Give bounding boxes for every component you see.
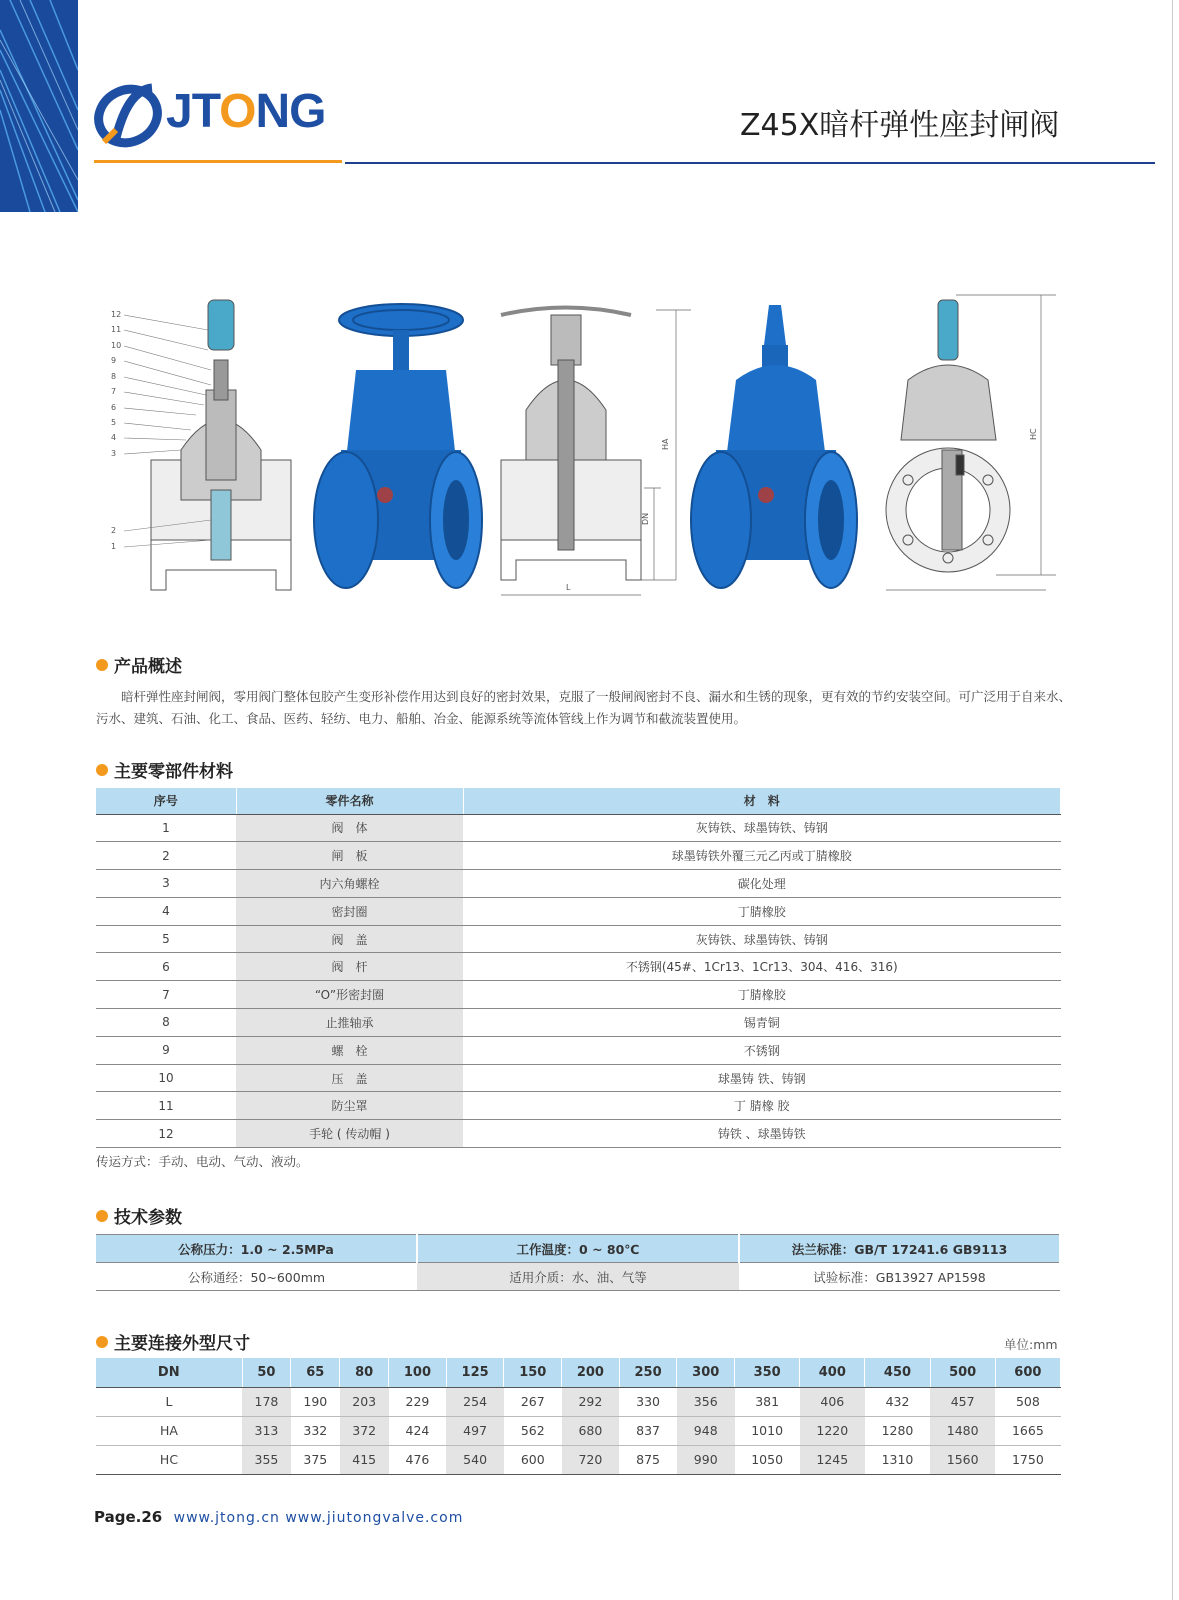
dim-cell: 948 [677,1416,735,1445]
cell-no: 9 [96,1036,236,1064]
jtong-logo [94,80,344,150]
cell-material: 球墨铸 铁、铸钢 [463,1064,1061,1092]
pressure-param: 公称压力：1.0 ~ 2.5MPa [96,1235,417,1263]
svg-text:10: 10 [111,341,122,350]
section-drawing-left [151,300,291,590]
table-row [96,870,1061,898]
dn-value: 65 [291,1358,340,1387]
dim-cell: 1010 [735,1416,800,1445]
dim-cell: 229 [389,1387,447,1416]
svg-text:7: 7 [111,387,117,396]
dim-cell: 837 [619,1416,677,1445]
cell-name: 阀 体 [236,814,463,842]
dn-value: 250 [619,1358,677,1387]
cell-name: 密封圈 [236,897,463,925]
dim-cell: 875 [619,1445,677,1474]
dim-cell: 1280 [865,1416,930,1445]
cell-material: 铸铁 、球墨铸铁 [463,1120,1061,1148]
dim-cell: 415 [340,1445,389,1474]
dim-cell: 1480 [930,1416,995,1445]
svg-text:L: L [566,583,571,592]
table-row [96,925,1061,953]
svg-text:HC: HC [1029,428,1038,440]
header-accent-line [94,160,342,163]
dim-cell: 1220 [800,1416,865,1445]
dim-cell: 313 [242,1416,291,1445]
svg-text:3: 3 [111,449,117,458]
dn-value: 300 [677,1358,735,1387]
dn-value: 450 [865,1358,930,1387]
dn-value: 500 [930,1358,995,1387]
dim-cell: 203 [340,1387,389,1416]
parts-heading: 主要零部件材料 [96,757,233,782]
dn-header: DN [96,1358,242,1387]
dim-cell: 332 [291,1416,340,1445]
dim-cell: 254 [446,1387,504,1416]
table-row [96,1009,1061,1037]
svg-text:2: 2 [111,526,117,535]
cell-name: 手轮 ( 传动帽 ) [236,1120,463,1148]
valve-photo-handwheel [314,304,482,588]
diameter-param: 公称通经：50~600mm [96,1263,417,1291]
logo-mark-icon [94,80,164,150]
bullet-dot-icon [96,1210,108,1222]
cell-no: 6 [96,953,236,981]
cell-name: 螺 栓 [236,1036,463,1064]
dim-cell: 178 [242,1387,291,1416]
parts-table [96,788,1061,1148]
table-row [96,1263,1060,1291]
dim-cell: 190 [291,1387,340,1416]
cell-material: 灰铸铁、球墨铸铁、铸钢 [463,814,1061,842]
dim-cell: 497 [446,1416,504,1445]
cell-no: 2 [96,842,236,870]
dim-cell: 476 [389,1445,447,1474]
svg-text:9: 9 [111,356,117,365]
svg-text:11: 11 [111,325,122,334]
product-figures [96,290,1071,610]
dim-cell: 457 [930,1387,995,1416]
dim-cell: 375 [291,1445,340,1474]
temperature-param: 工作温度：0 ~ 80℃ [417,1235,739,1263]
dim-cell: 1050 [735,1445,800,1474]
dim-cell: 990 [677,1445,735,1474]
dn-value: 200 [562,1358,620,1387]
cell-material: 球墨铸铁外覆三元乙丙或丁腈橡胶 [463,842,1061,870]
table-row [96,1036,1061,1064]
table-row [96,981,1061,1009]
cell-material: 丁 腈橡 胶 [463,1092,1061,1120]
dim-cell: 720 [562,1445,620,1474]
dn-value: 400 [800,1358,865,1387]
cell-name: 止推轴承 [236,1009,463,1037]
dims-header-row [96,1358,1061,1387]
svg-text:12: 12 [111,310,122,319]
bullet-dot-icon [96,764,108,776]
dn-value: 150 [504,1358,562,1387]
cell-material: 不锈钢(45#、1Cr13、1Cr13、304、416、316) [463,953,1061,981]
dn-value: 600 [995,1358,1060,1387]
dim-cell: 381 [735,1387,800,1416]
dim-cell: 1560 [930,1445,995,1474]
overview-heading: 产品概述 [96,652,182,677]
unit-label: 单位:mm [1004,1337,1058,1352]
parts-header-row [96,788,1061,814]
medium-param: 适用介质：水、油、气等 [417,1263,739,1291]
cell-no: 7 [96,981,236,1009]
corner-decoration [0,0,78,212]
bullet-dot-icon [96,1336,108,1348]
dim-cell: 356 [677,1387,735,1416]
cell-name: 阀 杆 [236,953,463,981]
table-row [96,953,1061,981]
dim-cell: 424 [389,1416,447,1445]
cell-no: 8 [96,1009,236,1037]
cell-no: 10 [96,1064,236,1092]
dim-cell: 355 [242,1445,291,1474]
tech-header-row [96,1235,1060,1263]
dim-cell: 267 [504,1387,562,1416]
website-links[interactable]: www.jtong.cn www.jiutongvalve.com [173,1510,464,1526]
dim-cell: 1245 [800,1445,865,1474]
dn-value: 350 [735,1358,800,1387]
part-number-labels [111,310,121,551]
table-row [96,1064,1061,1092]
dim-cell: 508 [995,1387,1060,1416]
table-row [96,1416,1061,1445]
svg-text:5: 5 [111,418,117,427]
dn-value: 125 [446,1358,504,1387]
cell-name: 阀 盖 [236,925,463,953]
row-label: HC [96,1445,242,1474]
cell-material: 锡青铜 [463,1009,1061,1037]
cell-material: 丁腈橡胶 [463,981,1061,1009]
svg-text:HA: HA [661,438,670,450]
page-footer [94,1508,463,1526]
dn-value: 50 [242,1358,291,1387]
cell-material: 不锈钢 [463,1036,1061,1064]
dn-value: 80 [340,1358,389,1387]
cell-no: 5 [96,925,236,953]
dim-cell: 406 [800,1387,865,1416]
cell-name: 压 盖 [236,1064,463,1092]
cell-name: 闸 板 [236,842,463,870]
cell-material: 灰铸铁、球墨铸铁、铸钢 [463,925,1061,953]
page-edge-line [1172,0,1173,1600]
dim-cell: 372 [340,1416,389,1445]
dims-heading: 主要连接外型尺寸 [96,1329,250,1354]
logo-wordmark: JTONG [166,85,326,138]
table-row [96,1445,1061,1474]
dn-value: 100 [389,1358,447,1387]
svg-text:6: 6 [111,403,117,412]
col-header-material: 材 料 [463,788,1061,814]
dim-cell: 292 [562,1387,620,1416]
tech-heading: 技术参数 [96,1203,182,1228]
dim-cell: 680 [562,1416,620,1445]
cell-name: 防尘罩 [236,1092,463,1120]
table-row [96,1092,1061,1120]
page-number: Page.26 [94,1508,163,1526]
flange-standard-param: 法兰标准：GB/T 17241.6 GB9113 [739,1235,1060,1263]
valve-photo-cap [691,305,857,588]
svg-text:4: 4 [111,433,117,442]
dim-cell: 600 [504,1445,562,1474]
dim-cell: 540 [446,1445,504,1474]
test-standard-param: 试验标准：GB13927 AP1598 [739,1263,1060,1291]
cell-no: 11 [96,1092,236,1120]
cell-material: 碳化处理 [463,870,1061,898]
table-row [96,897,1061,925]
dim-cell: 1750 [995,1445,1060,1474]
section-drawing-center [501,308,641,581]
table-row [96,1120,1061,1148]
svg-text:1: 1 [111,542,117,551]
row-label: L [96,1387,242,1416]
cell-name: 内六角螺栓 [236,870,463,898]
svg-text:8: 8 [111,372,117,381]
cell-no: 1 [96,814,236,842]
page-title: Z45X暗杆弹性座封闸阀 [740,108,1060,143]
tech-params-table [96,1234,1061,1291]
dim-cell: 562 [504,1416,562,1445]
svg-text:DN: DN [641,512,650,525]
section-drawing-right [886,300,1010,572]
cell-name: “O”形密封圈 [236,981,463,1009]
overview-text: 暗杆弹性座封闸阀，零用阀门整体包胶产生变形补偿作用达到良好的密封效果，克服了一般闸阀密封不良、漏水和生锈的现象，更有效的节约安装空间。可广泛用于自来水、污水、建筑、石油、化工、食品、医药、轻纺、电力、船舶、冶金、能源系统等流体管线上作为调节和截流装置使用。 [96,689,1072,726]
table-row [96,1387,1061,1416]
dim-cell: 1310 [865,1445,930,1474]
dim-cell: 432 [865,1387,930,1416]
cell-no: 4 [96,897,236,925]
table-row [96,814,1061,842]
cell-no: 3 [96,870,236,898]
dim-cell: 1665 [995,1416,1060,1445]
cell-material: 丁腈橡胶 [463,897,1061,925]
table-row [96,842,1061,870]
col-header-name: 零件名称 [236,788,463,814]
drive-mode-note: 传运方式：手动、电动、气动、液动。 [96,1154,309,1169]
cell-no: 12 [96,1120,236,1148]
bullet-dot-icon [96,659,108,671]
col-header-no: 序号 [96,788,236,814]
header-rule [345,162,1155,164]
dimensions-table [96,1358,1061,1475]
dim-cell: 330 [619,1387,677,1416]
row-label: HA [96,1416,242,1445]
